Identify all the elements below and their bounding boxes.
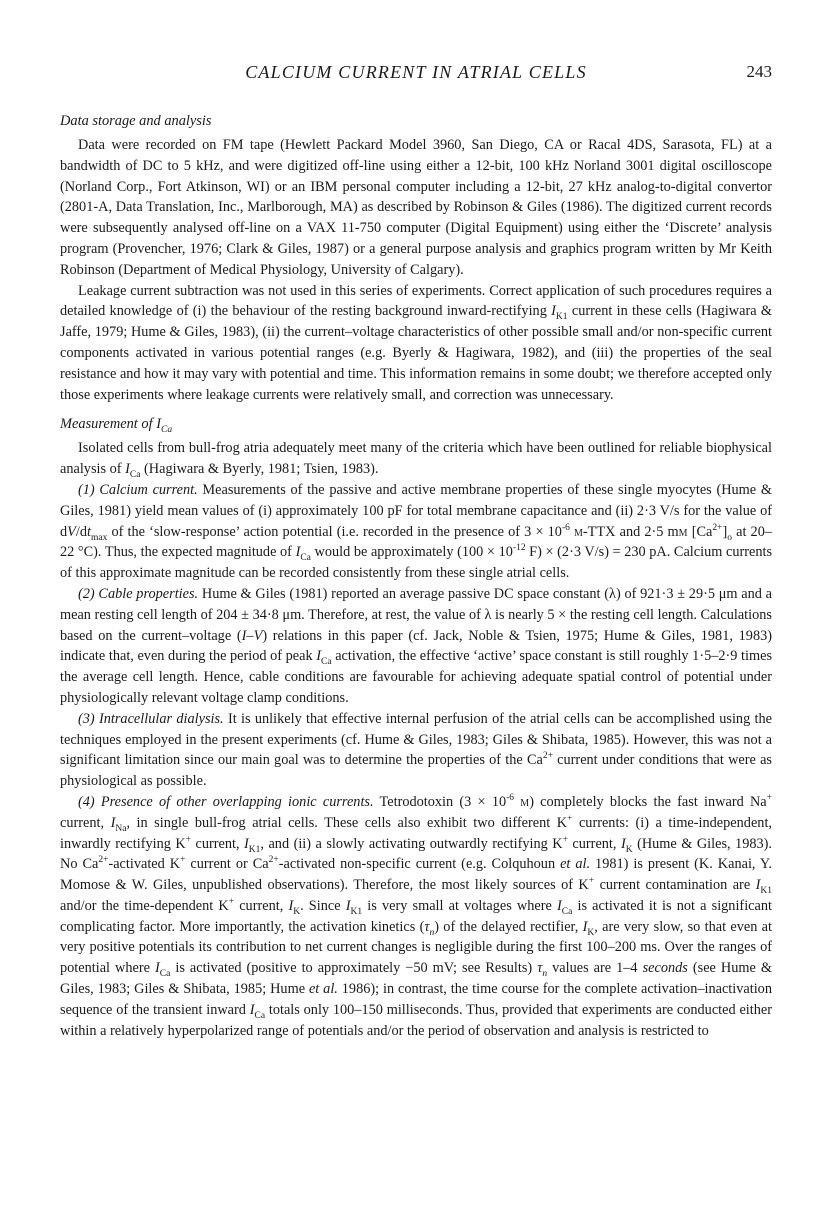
paragraph-overlapping-currents: (4) Presence of other overlapping ionic currents. Tetrodotoxin ($3 \times 10^{-6}$ m) completely blocks the fast inward Na+ current, $I_{Na}$, in single bull-frog atrial cells. These cells also exhibit two different K+ currents: (i) a time-independent, inwardly rectifying K+ current, $I_{K1}$, and (ii) a slowly activating outwardly rectifying K+ current, $I_K$ (Hume & Giles, 1983). No $Ca^{2+}$-activated K+ current or $Ca^{2+}$-activated non-specific current (e.g. Colquhoun et al. 1981) is present (K. Kanai, Y. Momose & W. Giles, unpublished observations). Therefore, the most likely sources of K+ current contamination are $I_{K1}$ and/or the time-dependent K+ current, $I_K$. Since $I_{K1}$ is very small at voltages where $I_{Ca}$ is activated it is not a significant complicating factor. More importantly, the activation kinetics $(\tau_n)$ of the delayed rectifier, $I_K$, are very slow, so that even at very positive potentials its contribution to net current changes is negligible during the first 100–200 ms. Over the ranges of potential where $I_{Ca}$ is activated (positive to approximately −50 mV; see Results) $\tau_n$ values are 1–4 seconds (see Hume & Giles, 1983; Giles & Shibata, 1985; Hume et al. 1986); in contrast, the time course for the complete activation–inactivation sequence of the transient inward $I_{Ca}$ totals only 100–150 milliseconds. Thus, provided that experiments are conducted either within a relatively hyperpolarized range of potentials and/or the period of observation and analysis is restricted to [60,793,773,1039]
page-number: 243 [746,62,772,81]
paragraph: Leakage current subtraction was not used in this series of experiments. Correct application of such procedures requires a detailed knowledge of (i) the behaviour of the resting background inward-rectifying $I_{K1}$ current in these cells (Hagiwara & Jaffe, 1979; Hume & Giles, 1983), (ii) the current–voltage characteristics of other possible small and/or non-specific current components activated in various potential ranges (e.g. Byerly & Hagiwara, 1982), and (iii) the properties of the seal resistance and how it may vary with potential and time. This information remains in some doubt; we therefore accepted only those experiments where leakage currents were relatively small, and correction was unnecessary. [60,282,772,403]
paragraph: Isolated cells from bull-frog atria adequately meet many of the criteria which have been outlined for reliable biophysical analysis of $I_{Ca}$ (Hagiwara & Byerly, 1981; Tsien, 1983). [60,440,772,481]
paragraph-calcium-current: (1) Calcium current. Measurements of the passive and active membrane properties of these single myocytes (Hume & Giles, 1981) yield mean values of (i) approximately 100 pF for total membrane capacitance and (ii) 2·3 V/s for the value of $dV/dt_{max}$ of the ‘slow-response’ action potential (i.e. recorded in the presence of $3 \times 10^{-6}$ m-TTX and 2·5 mm $[Ca^{2+}]_o$ at 20–22 °C). Thus, the expected magnitude of $I_{Ca}$ would be approximately ($100 \times 10^{-12}$ F) × (2·3 V/s) = 230 pA. Calcium currents of this approximate magnitude can be recorded consistently from these single atrial cells. [60,481,773,582]
paragraph: Data were recorded on FM tape (Hewlett Packard Model 3960, San Diego, CA or Racal 4DS, Sarasota, FL) at a bandwidth of DC to 5 kHz, and were digitized off-line using either a 12-bit, 100 kHz Norland 3001 digital oscilloscope (Norland Corp., Fort Atkinson, WI) or an IBM personal computer including a 12-bit, 27 kHz analog-to-digital convertor (2801-A, Data Translation, Inc., Marlborough, MA) as described by Robinson & Giles (1986). The digitized current records were subsequently analysed off-line on a VAX 11-750 computer (Digital Equipment) using either the ‘Discrete’ analysis program (Provencher, 1976; Clark & Giles, 1987) or a general purpose analysis and graphics program written by Mr Keith Robinson (Department of Medical Physiology, University of Calgary). [60,137,772,278]
running-header [60,62,772,86]
section-data-storage [60,111,772,405]
section-heading: Measurement of $I_{Ca}$ [60,416,173,436]
paragraph-intracellular-dialysis: (3) Intracellular dialysis. It is unlikely that effective internal perfusion of the atrial cells can be accomplished using the techniques employed in the present experiments (cf. Hume & Giles, 1983; Giles & Shibata, 1985). However, this was not a significant limitation since our main goal was to determine the properties of the $Ca^{2+}$ current under conditions that were as physiological as possible. [60,710,772,790]
paragraph-cable-properties: (2) Cable properties. Hume & Giles (1981) reported an average passive DC space constant (λ) of 921·3 ± 29·5 μm and a mean resting cell length of 204 ± 34·8 μm. Therefore, at rest, the value of λ is nearly 5 × the resting cell length. Calculations based on the current–voltage (I–V) relations in this paper (cf. Jack, Noble & Tsien, 1975; Hume & Giles, 1981, 1983) indicate that, even during the period of peak $I_{Ca}$ activation, the effective ‘active’ space constant is still roughly 1·5–2·9 times the average cell length. Hence, cable conditions are favourable for achieving adequate spatial control of potential under physiologically relevant voltage clamp conditions. [60,585,773,706]
running-title: CALCIUM CURRENT IN ATRIAL CELLS [245,62,587,82]
journal-page [60,62,772,1041]
section-heading: Data storage and analysis [60,113,212,129]
section-measurement [60,414,772,1041]
